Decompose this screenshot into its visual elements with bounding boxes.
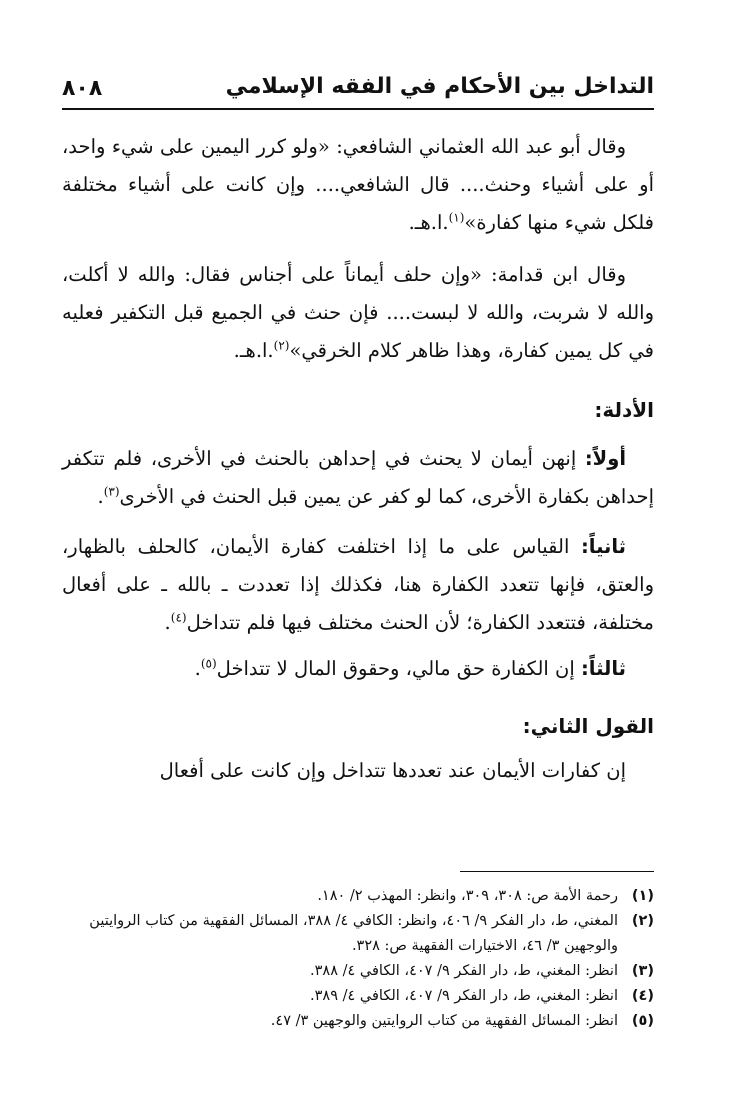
footnote-number: (٢) <box>631 913 654 929</box>
footnote-number: (١) <box>631 888 654 904</box>
quote-end: .ا.هـ. <box>233 339 274 362</box>
footnotes-list <box>62 884 654 1034</box>
footnote-ref[interactable]: (٣) <box>103 484 120 499</box>
evidence-text: إنهن أيمان لا يحنث في إحداهن بالحنث في الأخرى، فلم تتكفر إحداهن بكفارة الأخرى، كما لو كفر عن يمين قبل الحنث في الأخرى <box>62 447 654 508</box>
footnote-ref[interactable]: (٢) <box>273 338 290 353</box>
quote-text: وقال ابن قدامة: «وإن حلف أيماناً على أجناس فقال: والله لا أكلت، والله لا شربت، والله لا لبست.... فإن حنث في الجميع قبل التكفير فعليه في كل يمين كفارة، وهذا ظاهر كلام الخرقي» <box>62 263 654 362</box>
footnote-number: (٥) <box>631 1013 654 1029</box>
evidence-second <box>62 528 654 642</box>
footnote-text: المغني، ط، دار الفكر ٩/ ٤٠٦، وانظر: الكافي ٤/ ٣٨٨، المسائل الفقهية من كتاب الروايتين والوجهين ٣/ ٤٦، الاختيارات الفقهية ص: ٣٢٨. <box>89 913 618 954</box>
footnote-number: (٣) <box>631 963 654 979</box>
section-heading-second-opinion: القول الثاني: <box>522 714 654 738</box>
evidence-end: . <box>97 485 104 508</box>
quote-text: وقال أبو عبد الله العثماني الشافعي: «ولو كرر اليمين على شيء واحد، أو على أشياء وحنث.... قال الشافعي.... وإن كانت على أشياء مختلفة فلكل شيء منها كفارة» <box>62 135 654 234</box>
evidence-label: ثانياً: <box>580 535 626 558</box>
quote-end: .ا.هـ. <box>408 211 449 234</box>
running-title: التداخل بين الأحكام في الفقه الإسلامي <box>225 74 654 99</box>
book-page <box>62 60 654 1029</box>
footnote-text: انظر: المغني، ط، دار الفكر ٩/ ٤٠٧، الكافي ٤/ ٣٨٩. <box>310 988 618 1004</box>
page-number: ٨٠٨ <box>62 76 103 101</box>
evidence-third <box>62 650 654 688</box>
footnote-ref[interactable]: (١) <box>448 210 465 225</box>
second-opinion-paragraph: إن كفارات الأيمان عند تعددها تتداخل وإن كانت على أفعال <box>159 759 626 782</box>
evidence-first <box>62 440 654 516</box>
footnote-number: (٤) <box>631 988 654 1004</box>
evidence-text: القياس على ما إذا اختلفت كفارة الأيمان، كالحلف بالظهار، والعتق، فإنها تتعدد الكفارة هنا، فكذلك إذا تعددت ـ بالله ـ على أفعال مختلفة، فتتعدد الكفارة؛ لأن الحنث مختلف فيها فلم تتداخل <box>62 535 654 634</box>
quote-paragraph-ibn-qudama <box>62 256 654 370</box>
evidence-text: إن الكفارة حق مالي، وحقوق المال لا تتداخل <box>216 657 581 680</box>
evidence-label: أولاً: <box>584 447 626 470</box>
footnote-item <box>62 884 654 909</box>
footnote-ref[interactable]: (٥) <box>200 656 217 671</box>
footnote-ref[interactable]: (٤) <box>170 610 187 625</box>
footnote-text: رحمة الأمة ص: ٣٠٨، ٣٠٩، وانظر: المهذب ٢/ ١٨٠. <box>317 888 618 904</box>
footnote-item <box>62 1009 654 1034</box>
footnote-item <box>62 984 654 1009</box>
evidence-label: ثالثاً: <box>580 657 626 680</box>
evidence-end: . <box>194 657 201 680</box>
quote-paragraph-shafii <box>62 128 654 242</box>
footnote-item <box>62 959 654 984</box>
section-heading-evidence: الأدلة: <box>594 398 654 422</box>
page-header <box>62 60 654 110</box>
footnote-text: انظر: المسائل الفقهية من كتاب الروايتين والوجهين ٣/ ٤٧. <box>270 1013 618 1029</box>
footnote-separator <box>460 871 654 872</box>
footnote-text: انظر: المغني، ط، دار الفكر ٩/ ٤٠٧، الكافي ٤/ ٣٨٨. <box>310 963 618 979</box>
footnote-item <box>62 909 654 959</box>
evidence-end: . <box>164 611 171 634</box>
